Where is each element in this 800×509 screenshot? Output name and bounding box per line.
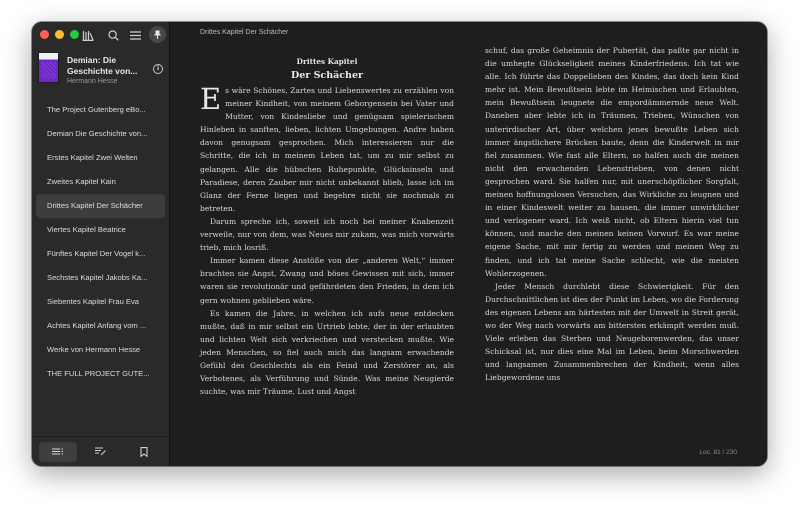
minimize-button[interactable] (55, 30, 64, 39)
book-title: Demian: Die Geschichte von... (67, 55, 138, 76)
paragraph: schuf, das große Geheimnis der Pubertät, das paßte gar nicht in die umhegte Glückseligkeit meines Kinderfriedens. Ich tat wie alle. Ich führte das Doppelleben des Kindes, das doch kein Kind mehr ist. Mein Bewußtsein lebte im Heimischen und Erlaubten, mein Bewußtsein leugnete die empordämmernde neue Welt. Daneben aber lebte ich in Träumen, Trieben, Wünschen von unterirdischer Art, über welchen jenes bewußte Leben sich immer ängstlichere Brücken baute, denn die Kinderwelt in mir fiel zusammen. Wie fast alle Eltern, so halfen auch die meinen nicht den erwachenden Lebenstrieben, von denen nicht gesprochen ward. Sie halfen nur, mit unerschöpflicher Sorgfalt, meinen hoffnungslosen Versuchen, das Wirkliche zu leugnen und in einer Kindeswelt weiter zu hausen, die immer unwirklicher und verlogener ward. Ich weiß nicht, ob Eltern hierin viel tun können, und mache den meinen keinen Vorwurf. Es war meine eigene Sache, mit mir fertig zu werden und meinen Weg zu finden, und ich tat meine Sache schlecht, wie die meisten Wohlerzogenen. (485, 46, 739, 278)
notes-icon (95, 447, 106, 456)
pin-icon (154, 30, 161, 39)
toc-item-active[interactable]: Drittes Kapitel Der Schächer (36, 194, 165, 218)
toc-item[interactable]: Achtes Kapitel Anfang vom ... (47, 321, 147, 330)
app-window (32, 22, 767, 466)
contents-tab[interactable] (39, 442, 77, 462)
toc-item[interactable]: The Project Gutenberg eBo... (47, 105, 146, 114)
table-of-contents (32, 98, 169, 386)
location-indicator: Loc. 81 / 230 (699, 449, 737, 456)
bookmark-icon (140, 447, 148, 457)
toc-item[interactable]: Sechstes Kapitel Jakobs Ka... (47, 273, 148, 282)
zoom-button[interactable] (70, 30, 79, 39)
sidebar-toolbar (32, 22, 169, 48)
left-page (200, 84, 454, 398)
sidebar-footer (32, 436, 169, 466)
notes-tab[interactable] (82, 442, 120, 462)
search-icon[interactable] (105, 27, 121, 43)
paragraph: Darum spreche ich, soweit ich noch bei meiner Knabenzeit verweile, nur von dem, was Neues mir zukam, was mich vorwärts trieb, mich losriß. (200, 216, 454, 253)
toc-item[interactable]: Fünftes Kapitel Der Vogel k... (47, 249, 146, 258)
sidebar (32, 22, 170, 466)
close-button[interactable] (40, 30, 49, 39)
toc-item[interactable]: THE FULL PROJECT GUTE... (47, 369, 150, 378)
pin-button[interactable] (149, 26, 166, 43)
book-author: Hermann Hesse (67, 78, 118, 85)
paragraph: Immer kamen diese Anstöße von der „anderen Welt,“ immer brachten sie Angst, Zwang und böses Gewissen mit sich, immer waren sie revolutionär und gefährdeten den Frieden, in dem ich gern wohnen geblieben wäre. (200, 256, 454, 305)
paragraph: Jeder Mensch durchlebt diese Schwierigkeit. Für den Durchschnittlichen ist dies der Punkt im Leben, wo die Forderung des eigenen Lebens am härtesten mit der Umwelt in Streit gerät, wo der Weg nach vorwärts am bittersten erkämpft werden muß. Viele erleben das Sterben und Neugeborenwerden, das unser Schicksal ist, nur dies eine Mal im Leben, beim Morschwerden und langsamen Zusammenbrechen der Kindheit, wenn alles Liebgewordene uns (485, 281, 739, 383)
paragraph: Es wäre Schönes, Zartes und Liebenswertes zu erzählen von meiner Kindheit, von meinem Geborgensein bei Vater und Mutter, von Kindesliebe und genügsam spielerischem Hinleben in sanften, lieben, lichten Umgebungen. Andre haben davon genugsam gesprochen. Mich interessieren nur die Schritte, die ich in meinem Leben tat, um zu mir selbst zu gelangen. Alle die hübschen Ruhepunkte, Glücksinseln und Paradiese, deren Zauber mir nicht unbekannt blieb, lasse ich im Glanz der Ferne liegen und begehre nicht sie nochmals zu betreten. (200, 82, 454, 213)
toc-item[interactable]: Siebentes Kapitel Frau Eva (47, 297, 140, 306)
bookmarks-tab[interactable] (125, 442, 163, 462)
list-icon (52, 448, 63, 455)
toc-item[interactable]: Erstes Kapitel Zwei Welten (47, 153, 138, 162)
library-icon[interactable] (80, 27, 96, 43)
chapter-title: Der Schächer (290, 70, 364, 81)
paragraph: Es kamen die Jahre, in welchen ich aufs neue entdecken mußte, daß in mir selbst ein Urtrieb lebte, der in der erlaubten und lichten Welt sich verkriechen und verstecken mußte. Wie jeden Menschen, so fiel auch mich das langsam erwachende Gefühl des Geschlechts als ein Feind und Zerstörer an, als Verbotenes, als Verführung und Sünde. Was meine Neugierde suchte, was mir Träume, Lust und Angst (200, 308, 454, 397)
toc-item[interactable]: Werke von Hermann Hesse (47, 345, 141, 354)
info-icon[interactable]: i (153, 64, 163, 74)
menu-icon[interactable] (127, 27, 143, 43)
right-page (485, 44, 739, 384)
book-cover (39, 53, 58, 82)
toc-item[interactable]: Demian Die Geschichte von... (47, 129, 148, 138)
current-chapter-header: Drittes Kapitel Der Schächer (200, 29, 289, 36)
drop-cap: E (200, 82, 222, 116)
book-info[interactable] (32, 48, 169, 98)
window-controls (40, 30, 79, 39)
reader-pane[interactable] (170, 22, 767, 466)
chapter-label: Drittes Kapitel (296, 57, 358, 66)
toc-item[interactable]: Viertes Kapitel Beatrice (47, 225, 126, 234)
toc-item[interactable]: Zweites Kapitel Kain (47, 177, 116, 186)
